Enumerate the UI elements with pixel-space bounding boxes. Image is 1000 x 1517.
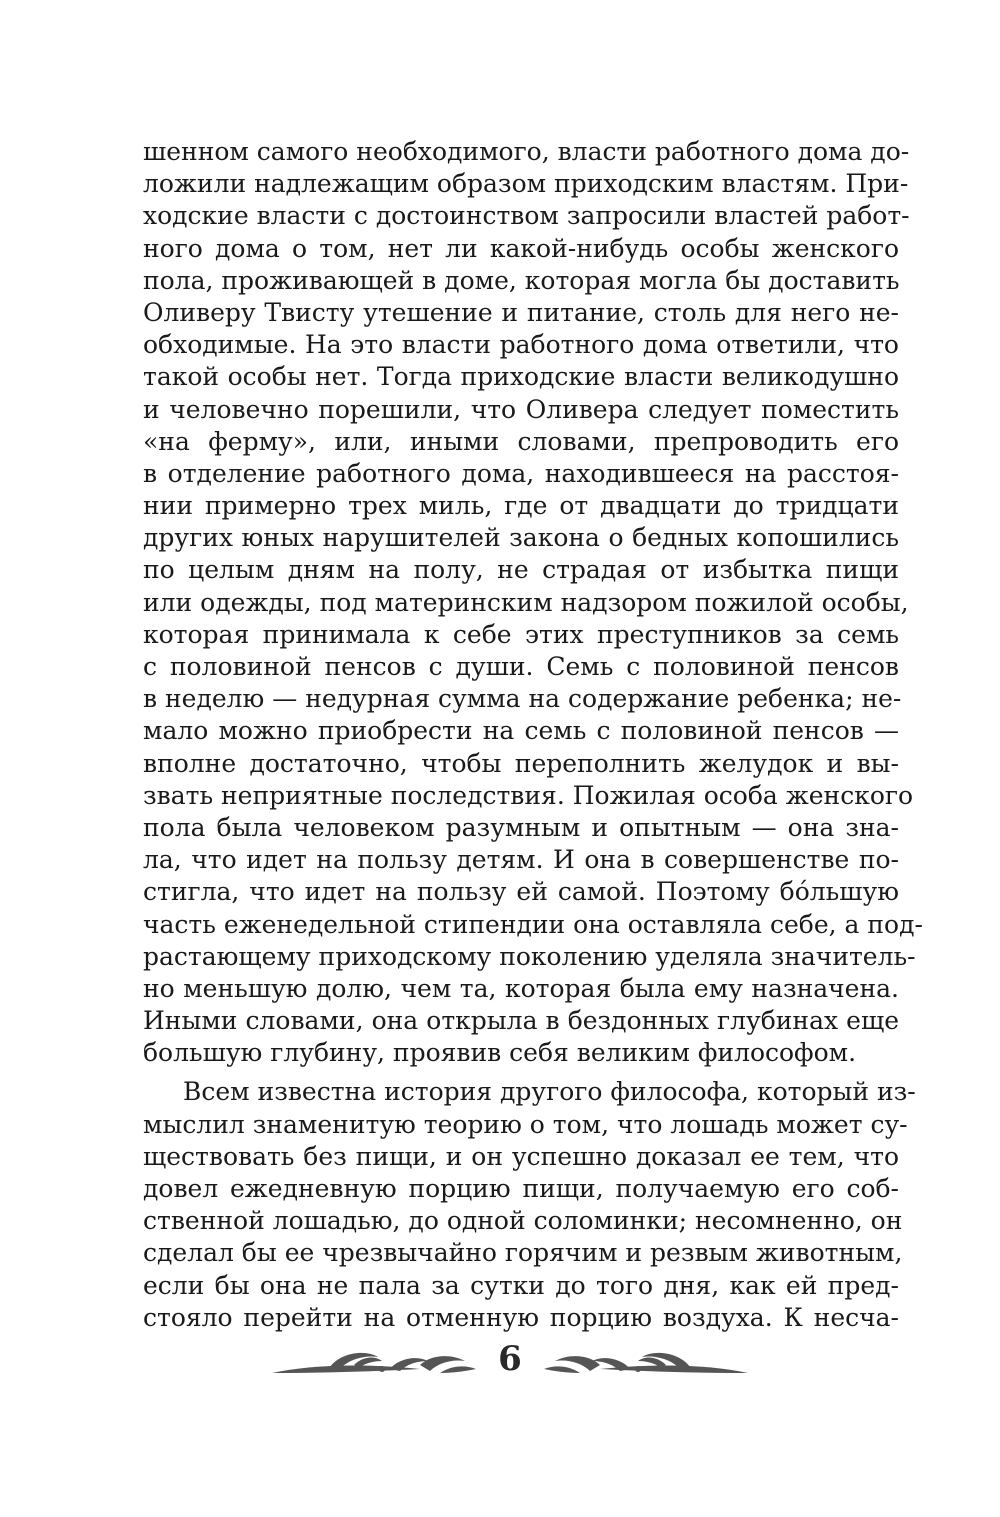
page-footer bbox=[270, 1335, 750, 1385]
text-line: ственной лошадью, до одной соломинки; несомненно, он bbox=[143, 1206, 903, 1236]
text-line: в неделю — недурная сумма на содержание ребенка; не- bbox=[143, 684, 902, 714]
paragraph-1 bbox=[143, 136, 923, 1069]
text-line: мало можно приобрести на семь с половиной пенсов — bbox=[143, 716, 899, 746]
body-text bbox=[143, 136, 923, 1334]
paragraph-2 bbox=[143, 1076, 916, 1334]
text-line: звать неприятные последствия. Пожилая особа женского bbox=[143, 780, 914, 810]
text-line: с половиной пенсов с души. Семь с половиной пенсов bbox=[143, 652, 899, 681]
text-line: которая принимала к себе этих преступников за семь bbox=[143, 619, 899, 649]
text-line: нии примерно трех миль, где от двадцати до тридцати bbox=[143, 491, 899, 521]
flourish-right-icon bbox=[540, 1343, 750, 1383]
text-line: довел ежедневную порцию пищи, получаемую его соб- bbox=[143, 1174, 899, 1203]
text-line: растающему приходскому поколению уделяла значитель- bbox=[143, 941, 916, 971]
text-line: сделал бы ее чрезвычайно горячим и резвым животным, bbox=[143, 1238, 903, 1268]
text-line: стигла, что идет на пользу ей самой. Поэтому бóльшую bbox=[143, 877, 899, 907]
text-line: большую глубину, проявив себя великим философом. bbox=[143, 1038, 857, 1068]
text-line: обходимые. На это власти работного дома ответили, что bbox=[143, 330, 899, 360]
text-line: ла, что идет на пользу детям. И она в совершенстве по- bbox=[143, 845, 899, 875]
text-line: если бы она не пала за сутки до того дня, как ей пред- bbox=[143, 1270, 899, 1300]
text-line: Иными словами, она открыла в бездонных глубинах еще bbox=[143, 1006, 899, 1036]
text-line: но меньшую долю, чем та, которая была ему назначена. bbox=[143, 973, 899, 1003]
text-line: стояло перейти на отменную порцию воздуха. К несча- bbox=[143, 1302, 899, 1332]
text-line: ного дома о том, нет ли какой-нибудь особы женского bbox=[143, 233, 899, 263]
text-line: ществовать без пищи, и он успешно доказал ее тем, что bbox=[143, 1141, 899, 1171]
text-line: вполне достаточно, чтобы переполнить желудок и вы- bbox=[143, 748, 899, 778]
text-line: «на ферму», или, иными словами, препроводить его bbox=[143, 426, 899, 456]
text-line: такой особы нет. Тогда приходские власти великодушно bbox=[143, 362, 899, 392]
text-line: часть еженедельной стипендии она оставляла себе, а под- bbox=[143, 909, 923, 939]
text-line: пола, проживающей в доме, которая могла бы доставить bbox=[143, 265, 900, 295]
text-line: Всем известна история другого философа, который из- bbox=[183, 1077, 916, 1107]
text-line: Оливеру Твисту утешение и питание, столь для него не- bbox=[143, 297, 899, 327]
page-number: 6 bbox=[498, 1339, 522, 1379]
text-line: в отделение работного дома, находившееся на расстоя- bbox=[143, 458, 899, 488]
text-line: ходские власти с достоинством запросили властей работ- bbox=[143, 201, 910, 231]
text-line: пола была человеком разумным и опытным — она зна- bbox=[143, 812, 899, 842]
text-line: ложили надлежащим образом приходским властям. При- bbox=[143, 169, 909, 199]
text-line: и человечно порешили, что Оливера следует поместить bbox=[143, 394, 899, 424]
text-line: или одежды, под материнским надзором пожилой особы, bbox=[143, 587, 909, 617]
text-line: мыслил знаменитую теорию о том, что лошадь может су- bbox=[143, 1109, 908, 1139]
text-line: шенном самого необходимого, власти работного дома до- bbox=[143, 137, 910, 166]
flourish-left-icon bbox=[270, 1343, 480, 1383]
text-line: других юных нарушителей закона о бедных копошились bbox=[143, 523, 899, 553]
text-line: по целым дням на полу, не страдая от избытка пищи bbox=[143, 555, 899, 585]
